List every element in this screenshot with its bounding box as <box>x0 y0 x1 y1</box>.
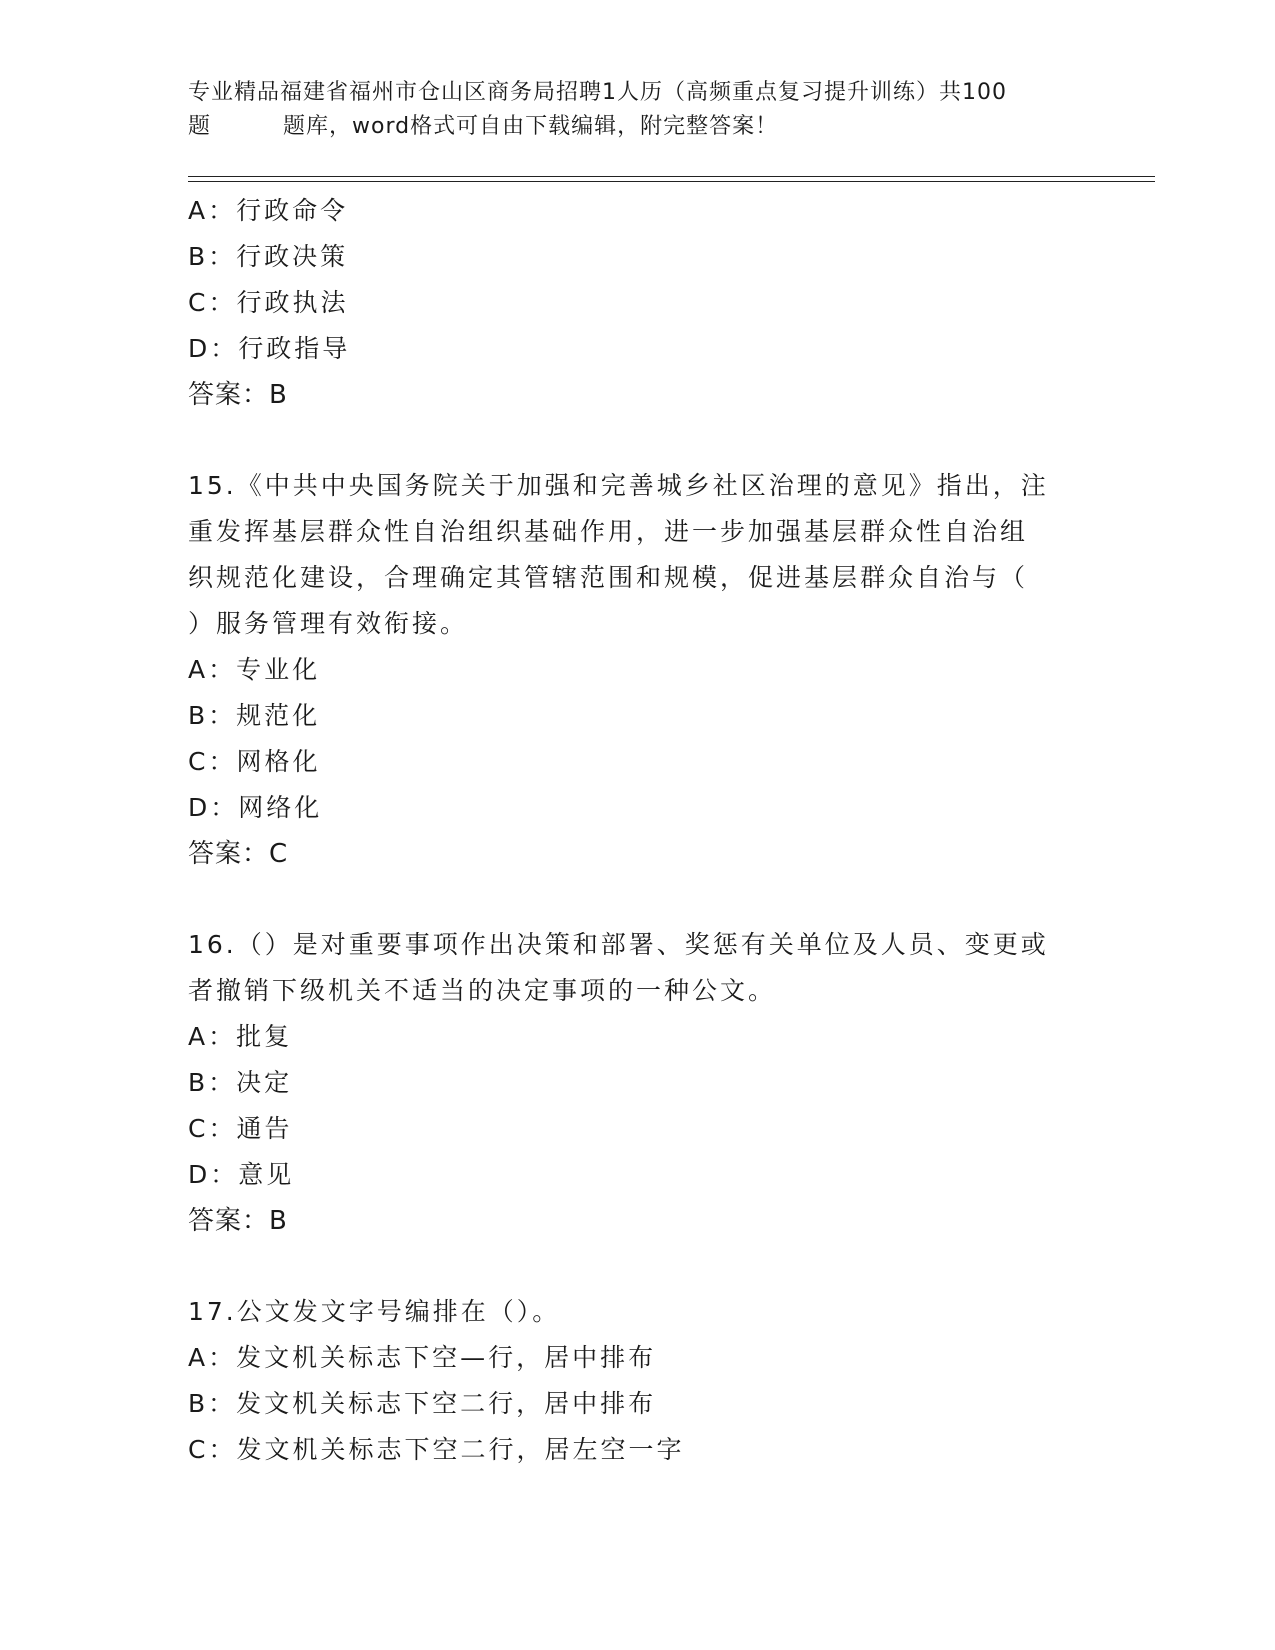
option-b: B：发文机关标志下空二行，居中排布 <box>188 1389 657 1418</box>
option-c: C：发文机关标志下空二行，居左空一字 <box>188 1435 685 1464</box>
question-text-line: 16.（）是对重要事项作出决策和部署、奖惩有关单位及人员、变更或 <box>188 930 1049 959</box>
question-text-line: 15.《中共中央国务院关于加强和完善城乡社区治理的意见》指出，注 <box>188 471 1049 500</box>
question-block-14 <box>188 188 1088 418</box>
option-c: C：网格化 <box>188 747 321 776</box>
question-text <box>188 1289 1088 1335</box>
question-block-16 <box>188 922 1088 1244</box>
header-subtitle-line <box>188 110 1148 144</box>
question-gap <box>188 418 1088 463</box>
option-a: A：发文机关标志下空—行，居中排布 <box>188 1343 657 1372</box>
option-c: C：行政执法 <box>188 288 349 317</box>
option-c: C：通告 <box>188 1114 293 1143</box>
option-d: D：意见 <box>188 1160 295 1189</box>
header-title-line: 专业精品福建省福州市仓山区商务局招聘1人历（高频重点复习提升训练）共100 <box>188 80 1007 105</box>
header-divider-bottom <box>188 181 1155 182</box>
option-a: A：批复 <box>188 1022 293 1051</box>
header-subtitle-tail: 题库，word格式可自由下载编辑，附完整答案！ <box>283 114 779 139</box>
question-text <box>188 463 1088 647</box>
option-a: A：专业化 <box>188 655 321 684</box>
option-b: B：规范化 <box>188 701 321 730</box>
question-text-line: ）服务管理有效衔接。 <box>188 609 469 638</box>
question-gap <box>188 1244 1088 1289</box>
question-text-line: 17.公文发文字号编排在（）。 <box>188 1297 561 1326</box>
header-divider-top <box>188 176 1155 177</box>
question-block-17 <box>188 1289 1088 1473</box>
question-block-15 <box>188 463 1088 877</box>
answer-line: 答案：B <box>188 380 288 410</box>
option-d: D：行政指导 <box>188 334 351 363</box>
option-d: D：网络化 <box>188 793 323 822</box>
option-b: B：决定 <box>188 1068 293 1097</box>
question-text-line: 者撤销下级机关不适当的决定事项的一种公文。 <box>188 976 777 1005</box>
answer-line: 答案：C <box>188 839 289 869</box>
question-text-line: 重发挥基层群众性自治组织基础作用，进一步加强基层群众性自治组 <box>188 517 1029 546</box>
question-text-line: 织规范化建设，合理确定其管辖范围和规模，促进基层群众自治与（ <box>188 563 1029 592</box>
option-b: B：行政决策 <box>188 242 349 271</box>
question-text <box>188 922 1088 1014</box>
question-gap <box>188 877 1088 922</box>
answer-line: 答案：B <box>188 1206 288 1236</box>
question-content <box>188 188 1088 1473</box>
option-a: A：行政命令 <box>188 196 349 225</box>
header-subtitle-lead: 题 <box>188 114 212 139</box>
document-header <box>188 76 1148 144</box>
